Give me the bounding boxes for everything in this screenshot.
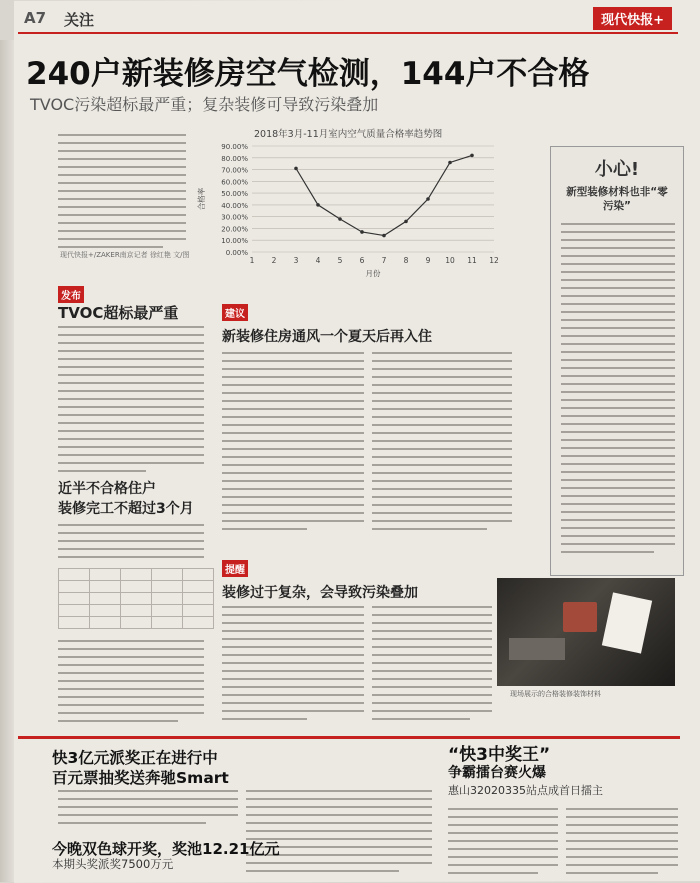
section-body-residents [58,524,204,564]
section-title-tvoc: TVOC超标最严重 [58,304,179,322]
series-line [296,155,472,235]
y-tick-label: 40.00% [221,201,248,210]
x-tick-label: 1 [249,256,255,265]
y-tick-label: 30.00% [221,213,248,222]
ad-right-body-1 [448,808,558,880]
quality-trend-chart [194,126,512,284]
section-tag-reminder: 提醒 [222,560,248,577]
page-header [18,6,678,34]
section-body-complex-2 [372,606,492,726]
x-tick-label: 4 [315,256,321,265]
section-name: 关注 [64,11,95,29]
chart-svg [194,140,512,284]
y-tick-label: 60.00% [221,178,248,187]
sidebar-subtitle: 新型装修材料也非“零污染” [566,186,668,212]
sidebar-body [561,223,675,559]
y-tick-label: 20.00% [221,225,248,234]
x-tick-label: 12 [489,256,499,265]
masthead-logo: 现代快报+ [593,7,672,30]
section-body-residents-2 [58,640,204,728]
y-tick-label: 50.00% [221,190,248,199]
ad-right-headline-3: 惠山32020335站点成首日擂主 [448,784,603,797]
ad-right-headline-2: 争霸擂台赛火爆 [448,765,546,781]
headline: 240户新装修房空气检测，144户不合格 [26,56,590,92]
section-title-residents-b: 装修完工不超过3个月 [58,501,194,517]
section-tag-advice: 建议 [222,304,248,321]
product-photo [497,578,675,686]
section-tag-release: 发布 [58,286,84,303]
y-tick-label: 80.00% [221,154,248,163]
x-tick-label: 10 [445,256,455,265]
data-point [448,161,452,165]
photo-tray [509,638,565,660]
chart-title: 2018年3月-11月室内空气质量合格率趋势图 [254,129,443,140]
x-tick-label: 11 [467,256,477,265]
x-tick-label: 6 [359,256,365,265]
section-body-ventilate-2 [372,352,512,536]
x-tick-label: 3 [293,256,299,265]
adjacent-page-strip [0,40,14,882]
ad-band-divider [18,736,680,739]
data-table [58,568,214,629]
ad-left-headline-4: 本期头奖派奖7500万元 [52,857,174,871]
x-tick-label: 8 [403,256,409,265]
x-axis-label: 月份 [365,269,381,278]
data-point [404,220,408,224]
sidebar-title: 小心! [594,159,640,180]
section-title-ventilate: 新装修住房通风一个夏天后再入住 [222,329,432,345]
data-point [382,234,386,238]
ad-right-headline-1: “快3中奖王” [448,745,551,765]
ad-left-headline-1: 快3亿元派奖正在进行中 [52,749,218,767]
y-tick-label: 90.00% [221,143,248,151]
section-title-complex-decor: 装修过于复杂，会导致污染叠加 [222,585,418,601]
photo-paper [602,592,652,653]
data-point [294,167,298,171]
sidebar-box [550,146,684,576]
section-body-complex-1 [222,606,364,726]
x-tick-label: 9 [425,256,431,265]
byline: 现代快报+/ZAKER南京记者 徐红艳 文/图 [60,251,190,259]
x-tick-label: 5 [337,256,343,265]
y-tick-label: 0.00% [225,249,248,257]
y-tick-label: 70.00% [221,166,248,175]
y-tick-label: 10.00% [221,237,248,246]
ad-middle-body [246,790,432,878]
section-title-residents-a: 近半不合格住户 [58,481,156,497]
ad-left-headline-3: 今晚双色球开奖，奖池12.21亿元 [52,840,280,858]
data-point [316,203,320,207]
photo-caption: 现场展示的合格装修装饰材料 [510,690,601,698]
section-body-ventilate-1 [222,352,364,536]
ad-left-body [58,790,238,830]
photo-cup [563,602,597,632]
ad-left-headline-2: 百元票抽奖送奔驰Smart [52,769,229,787]
data-point [426,197,430,201]
ad-right-body-2 [566,808,678,880]
subheadline: TVOC污染超标最严重；复杂装修可导致污染叠加 [30,95,379,114]
x-tick-label: 2 [271,256,277,265]
data-point [470,154,474,158]
section-number: A7 [24,9,47,27]
data-point [360,230,364,234]
x-tick-label: 7 [381,256,387,265]
data-point [338,217,342,221]
section-body-tvoc [58,326,204,478]
intro-body [58,134,186,254]
y-axis-label: 合格率 [197,187,206,211]
